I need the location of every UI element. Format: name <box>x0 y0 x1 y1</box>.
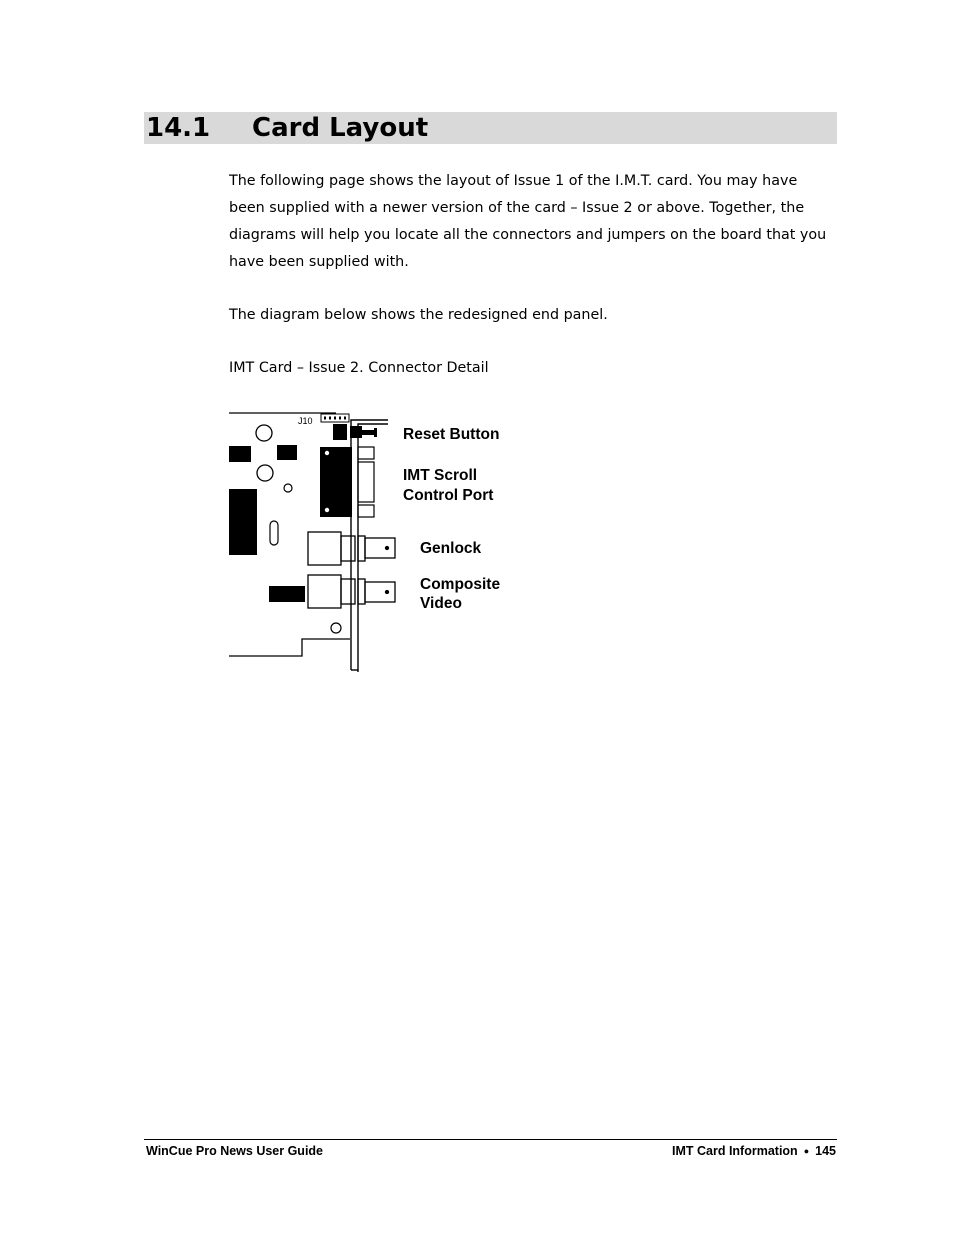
j10-pins <box>324 417 346 420</box>
intro-paragraph: The following page shows the layout of Issue 1 of the I.M.T. card. You may have been supplied with a newer version of the card – Issue 2 or above. Together, the diagrams will help you locate all the connectors and jumpers on the board that you have been supplied with. <box>229 173 827 270</box>
scroll-control-port-part <box>320 447 374 517</box>
connector-detail-diagram <box>228 410 518 675</box>
footer-guide-title: WinCue Pro News User Guide <box>146 1144 324 1158</box>
board-label-j10: J10 <box>298 416 313 426</box>
label-reset-button: Reset Button <box>403 426 500 443</box>
section-number: 14.1 <box>146 113 211 143</box>
label-composite: Composite <box>420 576 501 593</box>
label-video: Video <box>420 595 462 612</box>
section-title: Card Layout <box>252 113 429 143</box>
label-genlock: Genlock <box>420 540 482 557</box>
label-control-port: Control Port <box>403 487 494 504</box>
footer-section-label: IMT Card Information <box>672 1144 798 1158</box>
label-imt-scroll: IMT Scroll <box>403 467 478 484</box>
footer-rule <box>144 1139 837 1140</box>
page-number: 145 <box>815 1144 836 1158</box>
end-panel-paragraph: The diagram below shows the redesigned end panel. <box>229 307 608 323</box>
footer-right <box>672 1143 836 1159</box>
footer-bullet: ● <box>803 1146 810 1156</box>
section-heading <box>144 112 837 144</box>
end-bracket <box>351 420 388 672</box>
reset-button-part <box>333 424 377 440</box>
figure-caption: IMT Card – Issue 2. Connector Detail <box>229 360 489 376</box>
